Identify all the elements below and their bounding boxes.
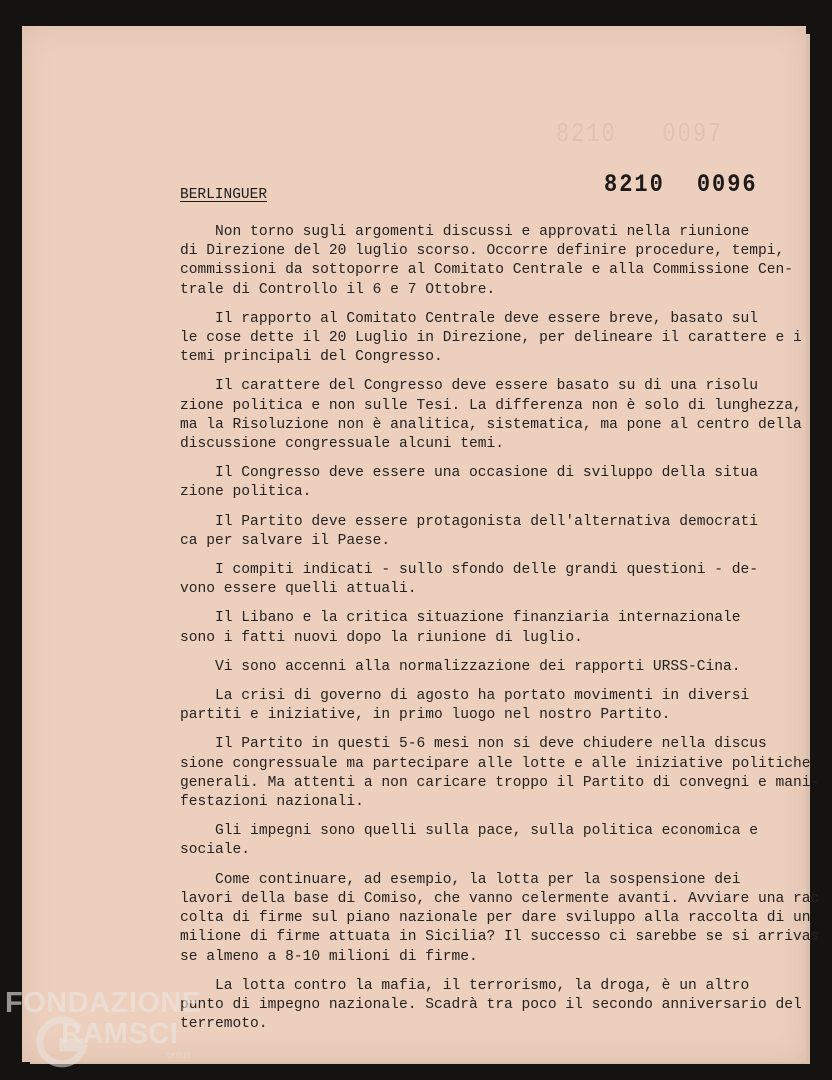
- fondazione-gramsci-watermark: [5, 987, 202, 1061]
- paragraph: Non torno sugli argomenti discussi e approvati nella riunione di Direzione del 20 luglio scorso. Occorre definire procedure, tempi, commissioni da sottoporre al Comitato Centrale e alla Commissione Cen- trale di Controllo il 6 e 7 Ottobre.: [180, 224, 794, 298]
- document-body: [180, 223, 820, 1044]
- watermark-subtitle: RAMSCI: [61, 1018, 179, 1050]
- paragraph: Il Congresso deve essere una occasione di sviluppo della situa zione politica.: [180, 465, 759, 501]
- paragraph: Il carattere del Congresso deve essere basato su di una risolu zione politica e non sulle Tesi. La differenza non è solo di lunghezza, ma la Risoluzione non è analitica, sistematica, ma pone al centro della discussione congressuale alcuni temi.: [180, 378, 802, 453]
- ghost-number-right: 0097: [662, 119, 724, 150]
- paragraph: La crisi di governo di agosto ha portato movimenti in diversi partiti e iniziative, in primo luogo nel nostro Partito.: [180, 688, 750, 724]
- paragraph: I compiti indicati - sullo sfondo delle grandi questioni - de- vono essere quelli attuali.: [180, 562, 759, 598]
- archive-page-numbers: [604, 170, 758, 199]
- document-page: [22, 26, 820, 1062]
- paragraph: Il Libano e la critica situazione finanziaria internazionale sono i fatti nuovi dopo la riunione di luglio.: [180, 610, 741, 646]
- archive-number-left: 8210: [604, 170, 665, 199]
- paragraph: Come continuare, ad esempio, la lotta per la sospensione dei lavori della base di Comiso, che vanno celermente avanti. Avviare una colta di firme sul piano nazionale per dare sviluppo alla raccolta di un milione di firme attuata in Sicilia? Il successo ci sarebbe se si arrivas se almeno a 8-10 milioni di firme.: [180, 871, 820, 965]
- show-through-numbers: [556, 120, 723, 150]
- paragraph: Il Partito deve essere protagonista dell'alternativa democrati ca per salvare il Paese.: [180, 513, 759, 549]
- ghost-number-left: 8210: [556, 119, 617, 150]
- watermark-onlus: onlus: [167, 1050, 191, 1061]
- document-heading: BERLINGUER: [180, 187, 268, 203]
- paragraph: La lotta contro la mafia, il terrorismo, la droga, è un altro punto di impegno nazionale. Scadrà tra poco il secondo anniversario del terremoto.: [180, 977, 802, 1033]
- paragraph: Vi sono accenni alla normalizzazione dei rapporti URSS-Cina.: [180, 658, 741, 675]
- paragraph: Il rapporto al Comitato Centrale deve essere breve, basato sul le cose dette il 20 Luglio in Direzione, per delineare il carattere e i temi principali del Congresso.: [180, 310, 802, 366]
- watermark-title: FONDAZIONE: [5, 987, 202, 1019]
- gramsci-g-logo-icon: [33, 1014, 91, 1072]
- paragraph: Il Partito in questi 5-6 mesi non si deve chiudere nella discus sione congressuale ma partecipare alle lotte e alle iniziative politiche generali. Ma attenti a non caricare troppo il Partito di convegni e mani- festazioni nazionali.: [180, 736, 820, 811]
- archive-number-right: 0096: [696, 170, 758, 199]
- paragraph: Gli impegni sono quelli sulla pace, sulla politica economica e sociale.: [180, 823, 759, 859]
